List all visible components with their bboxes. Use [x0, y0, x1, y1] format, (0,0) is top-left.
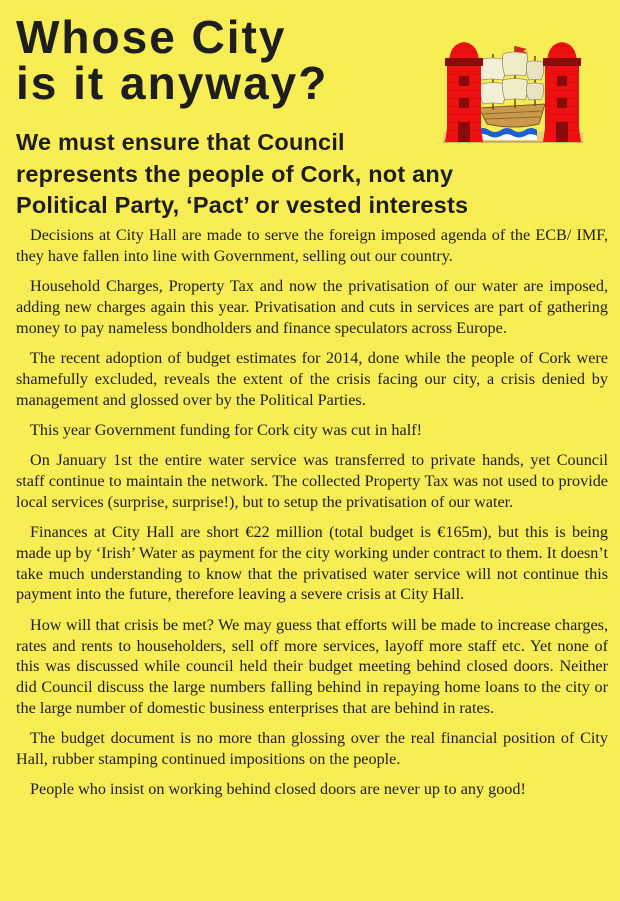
article-body [16, 225, 608, 810]
paragraph-ecb-imf: Decisions at City Hall are made to serve the foreign imposed agenda of the ECB/ IMF, they have fallen into line with Government, selling out our country. [16, 226, 608, 265]
paragraph-closed-doors: People who insist on working behind closed doors are never up to any good! [30, 780, 526, 799]
paragraph-water-service: On January 1st the entire water service was transferred to private hands, yet Council staff continue to maintain the network. The collected Property Tax was not used to provide local services (surprise, surprise!), but to setup the privatisation of our water. [16, 451, 608, 511]
paragraph-finances: Finances at City Hall are short €22 million (total budget is €165m), but this is being made up by ‘Irish’ Water as payment for the city working under contract to them. It doesn’t take much understanding to know that the privatised water service will not continue this payment into the future, therefore leaving a severe crisis at City Hall. [16, 523, 608, 604]
subtitle [16, 127, 468, 222]
paragraph-household-charges: Household Charges, Property Tax and now the privatisation of our water are imposed, adding new charges again this year. Privatisation and cuts in services are part of gathering money to pay nameless bondholders and finance speculators across Europe. [16, 277, 608, 337]
subtitle-line-3: Political Party, ‘Pact’ or vested interests [16, 192, 469, 218]
page-title [16, 11, 329, 109]
subtitle-line-1: We must ensure that Council [16, 129, 345, 155]
title-line-1: Whose City [16, 11, 287, 63]
paragraph-budget-estimates: The recent adoption of budget estimates for 2014, done while the people of Cork were shamefully excluded, reveals the extent of the crisis facing our city, a crisis denied by management and glossed over by the Political Parties. [16, 348, 608, 409]
paragraph-funding-cut: This year Government funding for Cork city was cut in half! [30, 420, 422, 439]
paragraph-budget-document: The budget document is no more than glossing over the real financial position of City Hall, rubber stamping continued impositions on the people. [16, 729, 608, 769]
subtitle-line-2: represents the people of Cork, not any [16, 160, 454, 187]
title-line-2: is it anyway? [16, 57, 329, 109]
paragraph-crisis: How will that crisis be met? We may guess that efforts will be made to increase charges, rates and rents to householders, sell off more services, layoff more staff etc. Yet none of this was discussed while council held their budget meeting behind closed doors. Neither did Council discuss the large numbers falling behind in repaying home loans to the city or the large number of domestic business enterprises that are behind in rates. [16, 615, 608, 717]
